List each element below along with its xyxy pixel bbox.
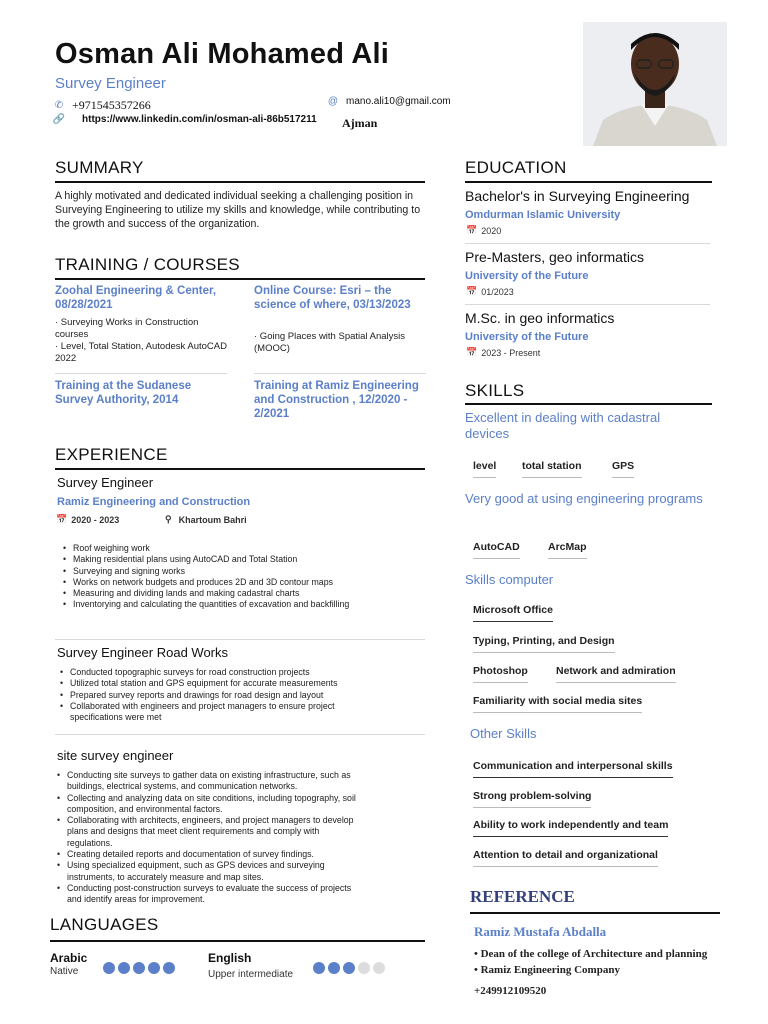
at-icon: @: [327, 96, 339, 107]
list-item: • Making residential plans using AutoCAD and Total Station: [58, 554, 353, 565]
rating-dot: [148, 962, 160, 974]
language-rating: [103, 961, 178, 979]
phone-contact: [52, 98, 151, 113]
calendar-icon: 📅: [56, 514, 68, 524]
phone-number: +971545357266: [72, 98, 151, 112]
job-title: Survey Engineer: [57, 475, 154, 490]
education-heading: EDUCATION: [465, 158, 567, 177]
job-company: Ramiz Engineering and Construction: [57, 496, 251, 508]
email-contact[interactable]: [326, 96, 451, 107]
email-address[interactable]: mano.ali10@gmail.com: [346, 96, 451, 107]
skill-tag: GPS: [612, 460, 634, 478]
reference-phone: +249912109520: [474, 985, 547, 997]
phone-icon: ✆: [54, 100, 64, 111]
skill-tag: AutoCAD: [473, 541, 520, 559]
divider: [254, 373, 426, 374]
experience-rule: [55, 468, 425, 470]
skills-rule: [465, 403, 712, 405]
education-date: [466, 347, 540, 358]
divider: [465, 243, 710, 244]
list-item: • Conducting site surveys to gather data on existing infrastructure, such as buildings, electrical systems, and communication networks.: [52, 770, 362, 793]
list-item: • Measuring and dividing lands and making cadastral charts: [58, 588, 353, 599]
education-date: [466, 225, 501, 236]
list-item: • Prepared survey reports and drawings for road design and layout: [55, 690, 375, 701]
skill-tag: Ability to work independently and team: [473, 819, 668, 837]
reference-heading: REFERENCE: [470, 887, 575, 906]
job-location-text: Khartoum Bahri: [178, 514, 247, 525]
divider: [465, 304, 710, 305]
skill-tag: Attention to detail and organizational: [473, 849, 658, 867]
list-item: • Inventorying and calculating the quantities of excavation and backfilling: [58, 599, 353, 610]
list-item: • Collaborating with architects, engineers, and project managers to develop plans and designs that meet client requirements and comply with regulations.: [52, 815, 362, 849]
rating-dot: [133, 962, 145, 974]
skill-tag: Communication and interpersonal skills: [473, 760, 673, 778]
rating-dot: [103, 962, 115, 974]
school-name: University of the Future: [465, 331, 589, 343]
training-desc: · Surveying Works in Construction courses · Level, Total Station, Autodesk AutoCAD 2022: [55, 317, 227, 364]
list-item: • Surveying and signing works: [58, 566, 353, 577]
profile-photo: [583, 22, 727, 146]
job-title: Survey Engineer Road Works: [57, 645, 229, 660]
calendar-icon: 📅: [466, 286, 478, 296]
training-title: Online Course: Esri – the science of where, 03/13/2023: [254, 285, 411, 311]
skill-group-title: Excellent in dealing with cadastral devices: [465, 410, 661, 441]
language-rating: [313, 961, 388, 979]
skill-tag: Familiarity with social media sites: [473, 695, 642, 713]
skill-group-title: Other Skills: [470, 726, 537, 741]
calendar-icon: 📅: [466, 225, 478, 235]
job-dates: [56, 514, 119, 525]
job-bullets: [55, 667, 375, 723]
reference-name: Ramiz Mustafa Abdalla: [474, 924, 607, 939]
language-name: English: [208, 951, 252, 965]
training-title: Zoohal Engineering & Center, 08/28/2021: [55, 285, 217, 311]
education-date-text: 2023 - Present: [481, 347, 541, 358]
divider: [55, 639, 425, 640]
skill-tag: Typing, Printing, and Design: [473, 635, 615, 653]
list-item: • Using specialized equipment, such as GPS devices and surveying instruments, to accurately measure and map sites.: [52, 860, 362, 883]
list-item: • Creating detailed reports and documentation of survey findings.: [52, 849, 362, 860]
reference-line: • Dean of the college of Architecture and planning: [474, 948, 708, 960]
languages-rule: [50, 940, 425, 942]
skills-heading: SKILLS: [465, 381, 525, 400]
link-icon: 🔗: [52, 114, 66, 125]
languages-heading: LANGUAGES: [50, 915, 159, 934]
language-level: Native: [50, 966, 79, 977]
summary-heading: SUMMARY: [55, 158, 144, 177]
training-title: Training at Ramiz Engineering and Construction , 12/2020 - 2/2021: [254, 380, 419, 420]
rating-dot: [328, 962, 340, 974]
job-location: [165, 514, 247, 525]
language-name: Arabic: [50, 951, 88, 965]
divider: [55, 734, 425, 735]
degree-title: Pre-Masters, geo informatics: [465, 249, 644, 265]
language-level: Upper intermediate: [208, 969, 294, 980]
divider: [55, 373, 227, 374]
rating-dot: [118, 962, 130, 974]
school-name: Omdurman Islamic University: [465, 209, 621, 221]
rating-dot: [163, 962, 175, 974]
education-date-text: 01/2023: [481, 286, 514, 297]
education-date-text: 2020: [481, 225, 502, 236]
list-item: • Utilized total station and GPS equipment for accurate measurements: [55, 678, 375, 689]
training-desc: · Going Places with Spatial Analysis (MOOC): [254, 331, 406, 354]
education-date: [466, 286, 514, 297]
candidate-name: Osman Ali Mohamed Ali: [55, 38, 389, 70]
candidate-title: Survey Engineer: [55, 75, 166, 92]
map-pin-icon: ⚲: [165, 514, 172, 524]
skill-tag: ArcMap: [548, 541, 587, 559]
list-item: • Collaborated with engineers and project managers to ensure project specifications were met: [55, 701, 375, 724]
skill-tag: Network and admiration: [556, 665, 676, 683]
experience-heading: EXPERIENCE: [55, 445, 168, 464]
degree-title: M.Sc. in geo informatics: [465, 310, 615, 326]
training-heading: TRAINING / COURSES: [55, 255, 240, 274]
reference-line: • Ramiz Engineering Company: [474, 964, 620, 976]
linkedin-contact[interactable]: [52, 114, 317, 125]
job-dates-text: 2020 - 2023: [71, 514, 120, 525]
skill-group-title: Very good at using engineering programs: [465, 491, 703, 506]
calendar-icon: 📅: [466, 347, 478, 357]
person-portrait-icon: [583, 22, 727, 146]
skill-tag: level: [473, 460, 496, 478]
reference-rule: [470, 912, 720, 914]
skill-tag: Photoshop: [473, 665, 528, 683]
job-title: site survey engineer: [57, 748, 174, 763]
summary-rule: [55, 181, 425, 183]
training-rule: [55, 278, 425, 280]
school-name: University of the Future: [465, 270, 589, 282]
education-rule: [465, 181, 712, 183]
rating-dot: [373, 962, 385, 974]
rating-dot: [343, 962, 355, 974]
skill-tag: Microsoft Office: [473, 604, 553, 622]
linkedin-url[interactable]: https://www.linkedin.com/in/osman-ali-86b517211: [82, 114, 317, 125]
list-item: • Conducting post-construction surveys to evaluate the success of projects and identify areas for improvement.: [52, 883, 362, 906]
skill-tag: total station: [522, 460, 582, 478]
training-title: Training at the Sudanese Survey Authority, 2014: [55, 380, 192, 406]
summary-text: A highly motivated and dedicated individual seeking a challenging position in Surveying Engineering to utilize my skills and knowledge, while contributing to the growth and success of the organization.: [55, 190, 421, 230]
job-bullets: [52, 770, 362, 906]
job-bullets: [58, 543, 353, 611]
skill-tag: Strong problem-solving: [473, 790, 591, 808]
degree-title: Bachelor's in Surveying Engineering: [465, 188, 690, 204]
skill-group-title: Skills computer: [465, 572, 554, 587]
list-item: • Conducted topographic surveys for road construction projects: [55, 667, 375, 678]
rating-dot: [358, 962, 370, 974]
location-text: Ajman: [342, 116, 378, 130]
rating-dot: [313, 962, 325, 974]
list-item: • Collecting and analyzing data on site conditions, including topography, soil composition, and environmental factors.: [52, 793, 362, 816]
list-item: • Works on network budgets and produces 2D and 3D contour maps: [58, 577, 353, 588]
list-item: • Roof weighing work: [58, 543, 353, 554]
